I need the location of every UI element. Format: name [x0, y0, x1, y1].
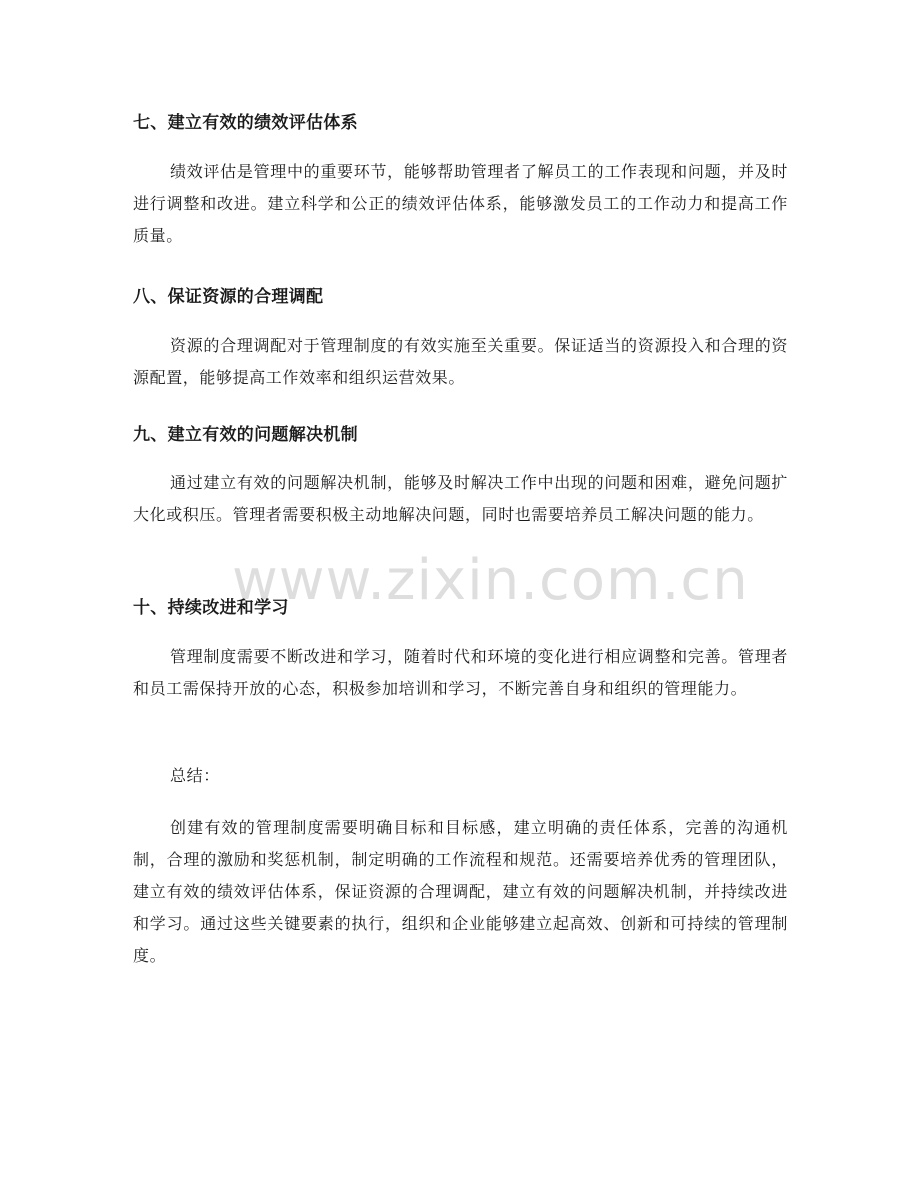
section-paragraph-9: 通过建立有效的问题解决机制，能够及时解决工作中出现的问题和困难，避免问题扩大化或积压。管理者需要积极主动地解决问题，同时也需要培养员工解决问题的能力。 — [133, 473, 788, 524]
section-heading-8: 八、保证资源的合理调配 — [133, 287, 324, 307]
watermark: www.zixin.com.cn — [232, 548, 749, 613]
section-paragraph-8: 资源的合理调配对于管理制度的有效实施至关重要。保证适当的资源投入和合理的资源配置，能够提高工作效率和组织运营效果。 — [133, 336, 788, 387]
summary-label: 总结： — [170, 766, 220, 785]
section-paragraph-10: 管理制度需要不断改进和学习，随着时代和环境的变化进行相应调整和完善。管理者和员工需保持开放的心态，积极参加培训和学习，不断完善自身和组织的管理能力。 — [133, 647, 788, 698]
section-heading-9: 九、建立有效的问题解决机制 — [133, 425, 358, 445]
section-paragraph-7: 绩效评估是管理中的重要环节，能够帮助管理者了解员工的工作表现和问题，并及时进行调整和改进。建立科学和公正的绩效评估体系，能够激发员工的工作动力和提高工作质量。 — [133, 162, 788, 245]
summary-paragraph: 创建有效的管理制度需要明确目标和目标感，建立明确的责任体系，完善的沟通机制，合理的激励和奖惩机制，制定明确的工作流程和规范。还需要培养优秀的管理团队，建立有效的绩效评估体系，保证资源的合理调配，建立有效的问题解决机制，并持续改进和学习。通过这些关键要素的执行，组织和企业能够建立起高效、创新和可持续的管理制度。 — [133, 818, 788, 965]
section-heading-10: 十、持续改进和学习 — [133, 598, 289, 618]
section-heading-7: 七、建立有效的绩效评估体系 — [133, 113, 358, 133]
